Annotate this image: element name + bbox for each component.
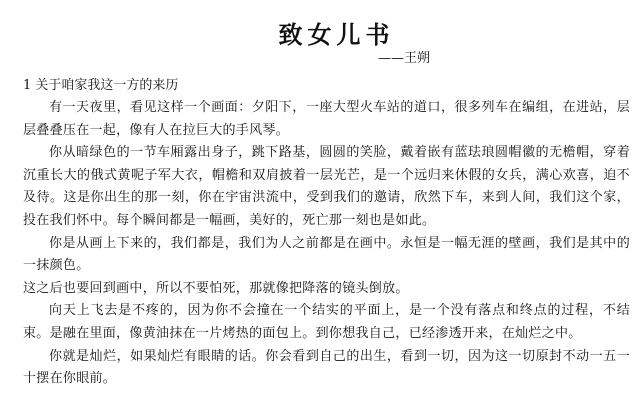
document-title: 致女儿书 (278, 20, 395, 49)
paragraph-5: 向天上飞去是不疼的，因为你不会撞在一个结实的平面上，是一个没有落点和终点的过程，不结束。是融在里面，像黄油抹在一片烤热的面包上。到你想我自己，已经渗透开来，在灿烂之中。 (23, 303, 630, 341)
paragraph-1: 有一天夜里，看见这样一个画面：夕阳下，一座大型火车站的道口，很多列车在编组，在进站，层层叠叠压在一起，像有人在拉巨大的手风琴。 (23, 100, 630, 138)
author-line: ——王朔 (377, 51, 430, 66)
paragraph-2: 你从暗绿色的一节车厢露出身子，跳下路基，圆圆的笑脸，戴着嵌有蓝珐琅圆帽徽的无檐帽，穿着沉重长大的俄式黄呢子军大衣，帽檐和双肩披着一层光芒，是一个远归来休假的女兵，满心欢喜，迫不及待。这是你出生的那一刻，你在宇宙洪流中，受到我们的邀请，欣然下车，来到人间，我们这个家，投在我们怀中。每个瞬间都是一幅画，美好的，死亡那一刻也是如此。 (23, 145, 630, 228)
paragraph-4: 这之后也要回到画中，所以不要怕死，那就像把降落的镜头倒放。 (23, 280, 409, 296)
paragraph-3: 你是从画上下来的，我们都是，我们为人之前都是在画中。永恒是一幅无涯的壁画，我们是其中的一抹颜色。 (23, 235, 630, 274)
paragraph-6: 你就是灿烂，如果灿烂有眼睛的话。你会看到自己的出生，看到一切，因为这一切原封不动一五一十摆在你眼前。 (23, 348, 630, 387)
section-heading: 1 关于咱家我这一方的来历 (23, 78, 179, 93)
